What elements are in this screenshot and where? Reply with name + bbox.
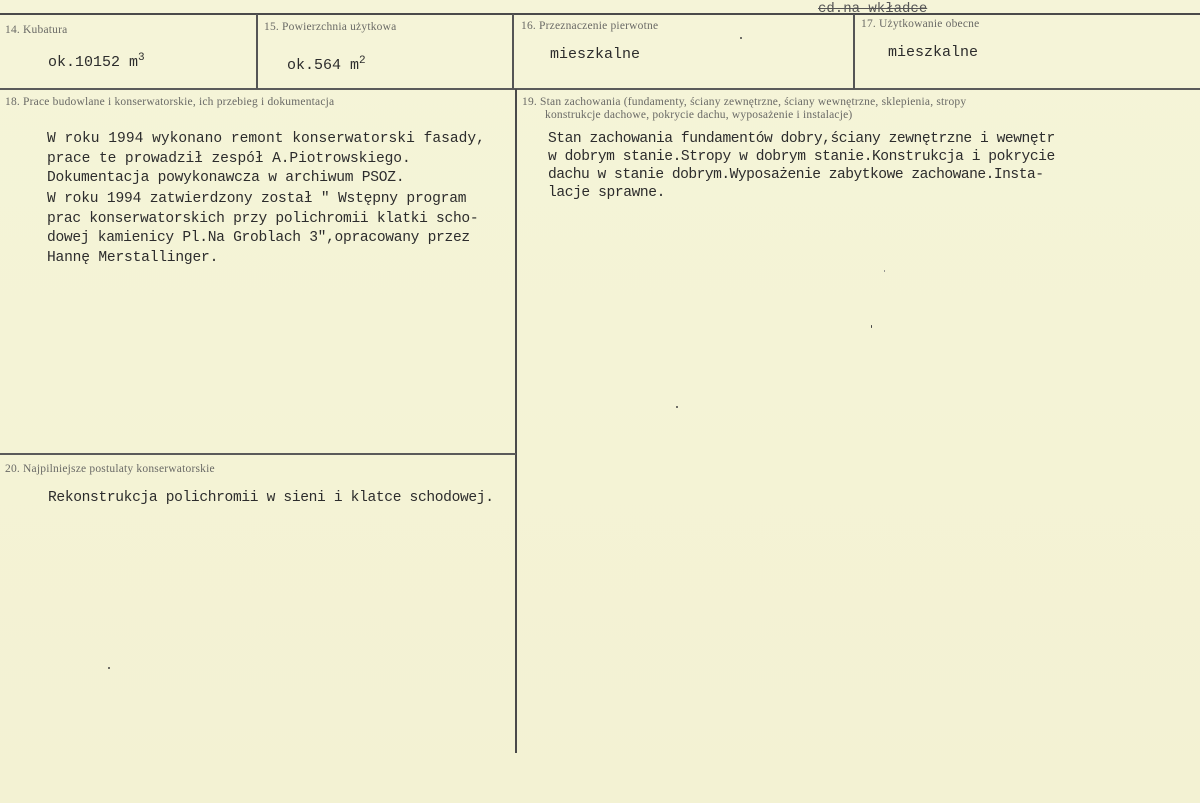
cubature-value: ok.10152 m (48, 54, 139, 71)
field-15-value (287, 55, 366, 74)
field-18-label: 18. Prace budowlane i konserwatorskie, ich przebieg i dokumentacja (5, 96, 335, 108)
field-15-label: 15. Powierzchnia użytkowa (264, 21, 397, 33)
field-17-label: 17. Użytkowanie obecne (861, 18, 980, 30)
cubature-unit-sup: 3 (138, 52, 145, 64)
area-unit-sup: 2 (359, 55, 366, 67)
divider-14-15 (256, 14, 258, 89)
text-line: Hannę Merstallinger. (47, 249, 219, 266)
text-line: w dobrym stanie.Stropy w dobrym stanie.Konstrukcja i pokrycie (548, 149, 1055, 165)
top-border-line (0, 13, 1200, 15)
area-value: ok.564 m (287, 57, 360, 74)
divider-18-20 (0, 453, 516, 455)
text-line: Stan zachowania fundamentów dobry,ściany zewnętrzne i wewnętr (548, 131, 1055, 147)
field-20-label: 20. Najpilniejsze postulaty konserwatorskie (5, 463, 215, 475)
divider-left-right (515, 89, 517, 753)
text-line: prace te prowadził zespół A.Piotrowskiego. (47, 150, 411, 167)
field-18-paragraph-2 (47, 190, 478, 268)
text-line: prac konserwatorskich przy polichromii klatki scho- (47, 210, 479, 227)
field-17-value: mieszkalne (888, 44, 979, 61)
field-19-label-line-2: konstrukcje dachowe, pokrycie dachu, wyposażenie i instalacje) (545, 109, 853, 121)
text-line: W roku 1994 zatwierdzony został " Wstępny program (47, 191, 467, 207)
field-19-value (548, 130, 1055, 202)
divider-16-17 (853, 14, 855, 89)
divider-15-16 (512, 14, 514, 89)
paper-speck (740, 37, 742, 39)
field-14-label: 14. Kubatura (5, 24, 68, 36)
text-line: Dokumentacja powykonawcza w archiwum PSOZ. (47, 170, 405, 186)
field-19-label-line-1: 19. Stan zachowania (fundamenty, ściany zewnętrzne, ściany wewnętrzne, sklepienia, stropy (522, 96, 967, 108)
field-16-value: mieszkalne (550, 46, 641, 63)
field-16-label: 16. Przeznaczenie pierwotne (521, 20, 659, 32)
text-line: lacje sprawne. (548, 185, 666, 201)
row1-bottom-line (0, 88, 1200, 90)
paper-speck (884, 270, 885, 272)
continued-note: cd.na wkładce (818, 1, 928, 17)
field-18-paragraph-1 (47, 130, 485, 189)
text-line: W roku 1994 wykonano remont konserwatorski fasady, (47, 131, 485, 147)
field-19-label (522, 96, 966, 122)
paper-speck (108, 667, 110, 669)
paper-speck (676, 406, 678, 408)
text-line: dowej kamienicy Pl.Na Groblach 3",opracowany przez (47, 230, 470, 246)
field-20-value: Rekonstrukcja polichromii w sieni i klatce schodowej. (48, 490, 494, 506)
paper-speck (871, 325, 872, 328)
text-line: dachu w stanie dobrym.Wyposażenie zabytkowe zachowane.Insta- (548, 167, 1044, 183)
field-14-value (48, 52, 145, 71)
